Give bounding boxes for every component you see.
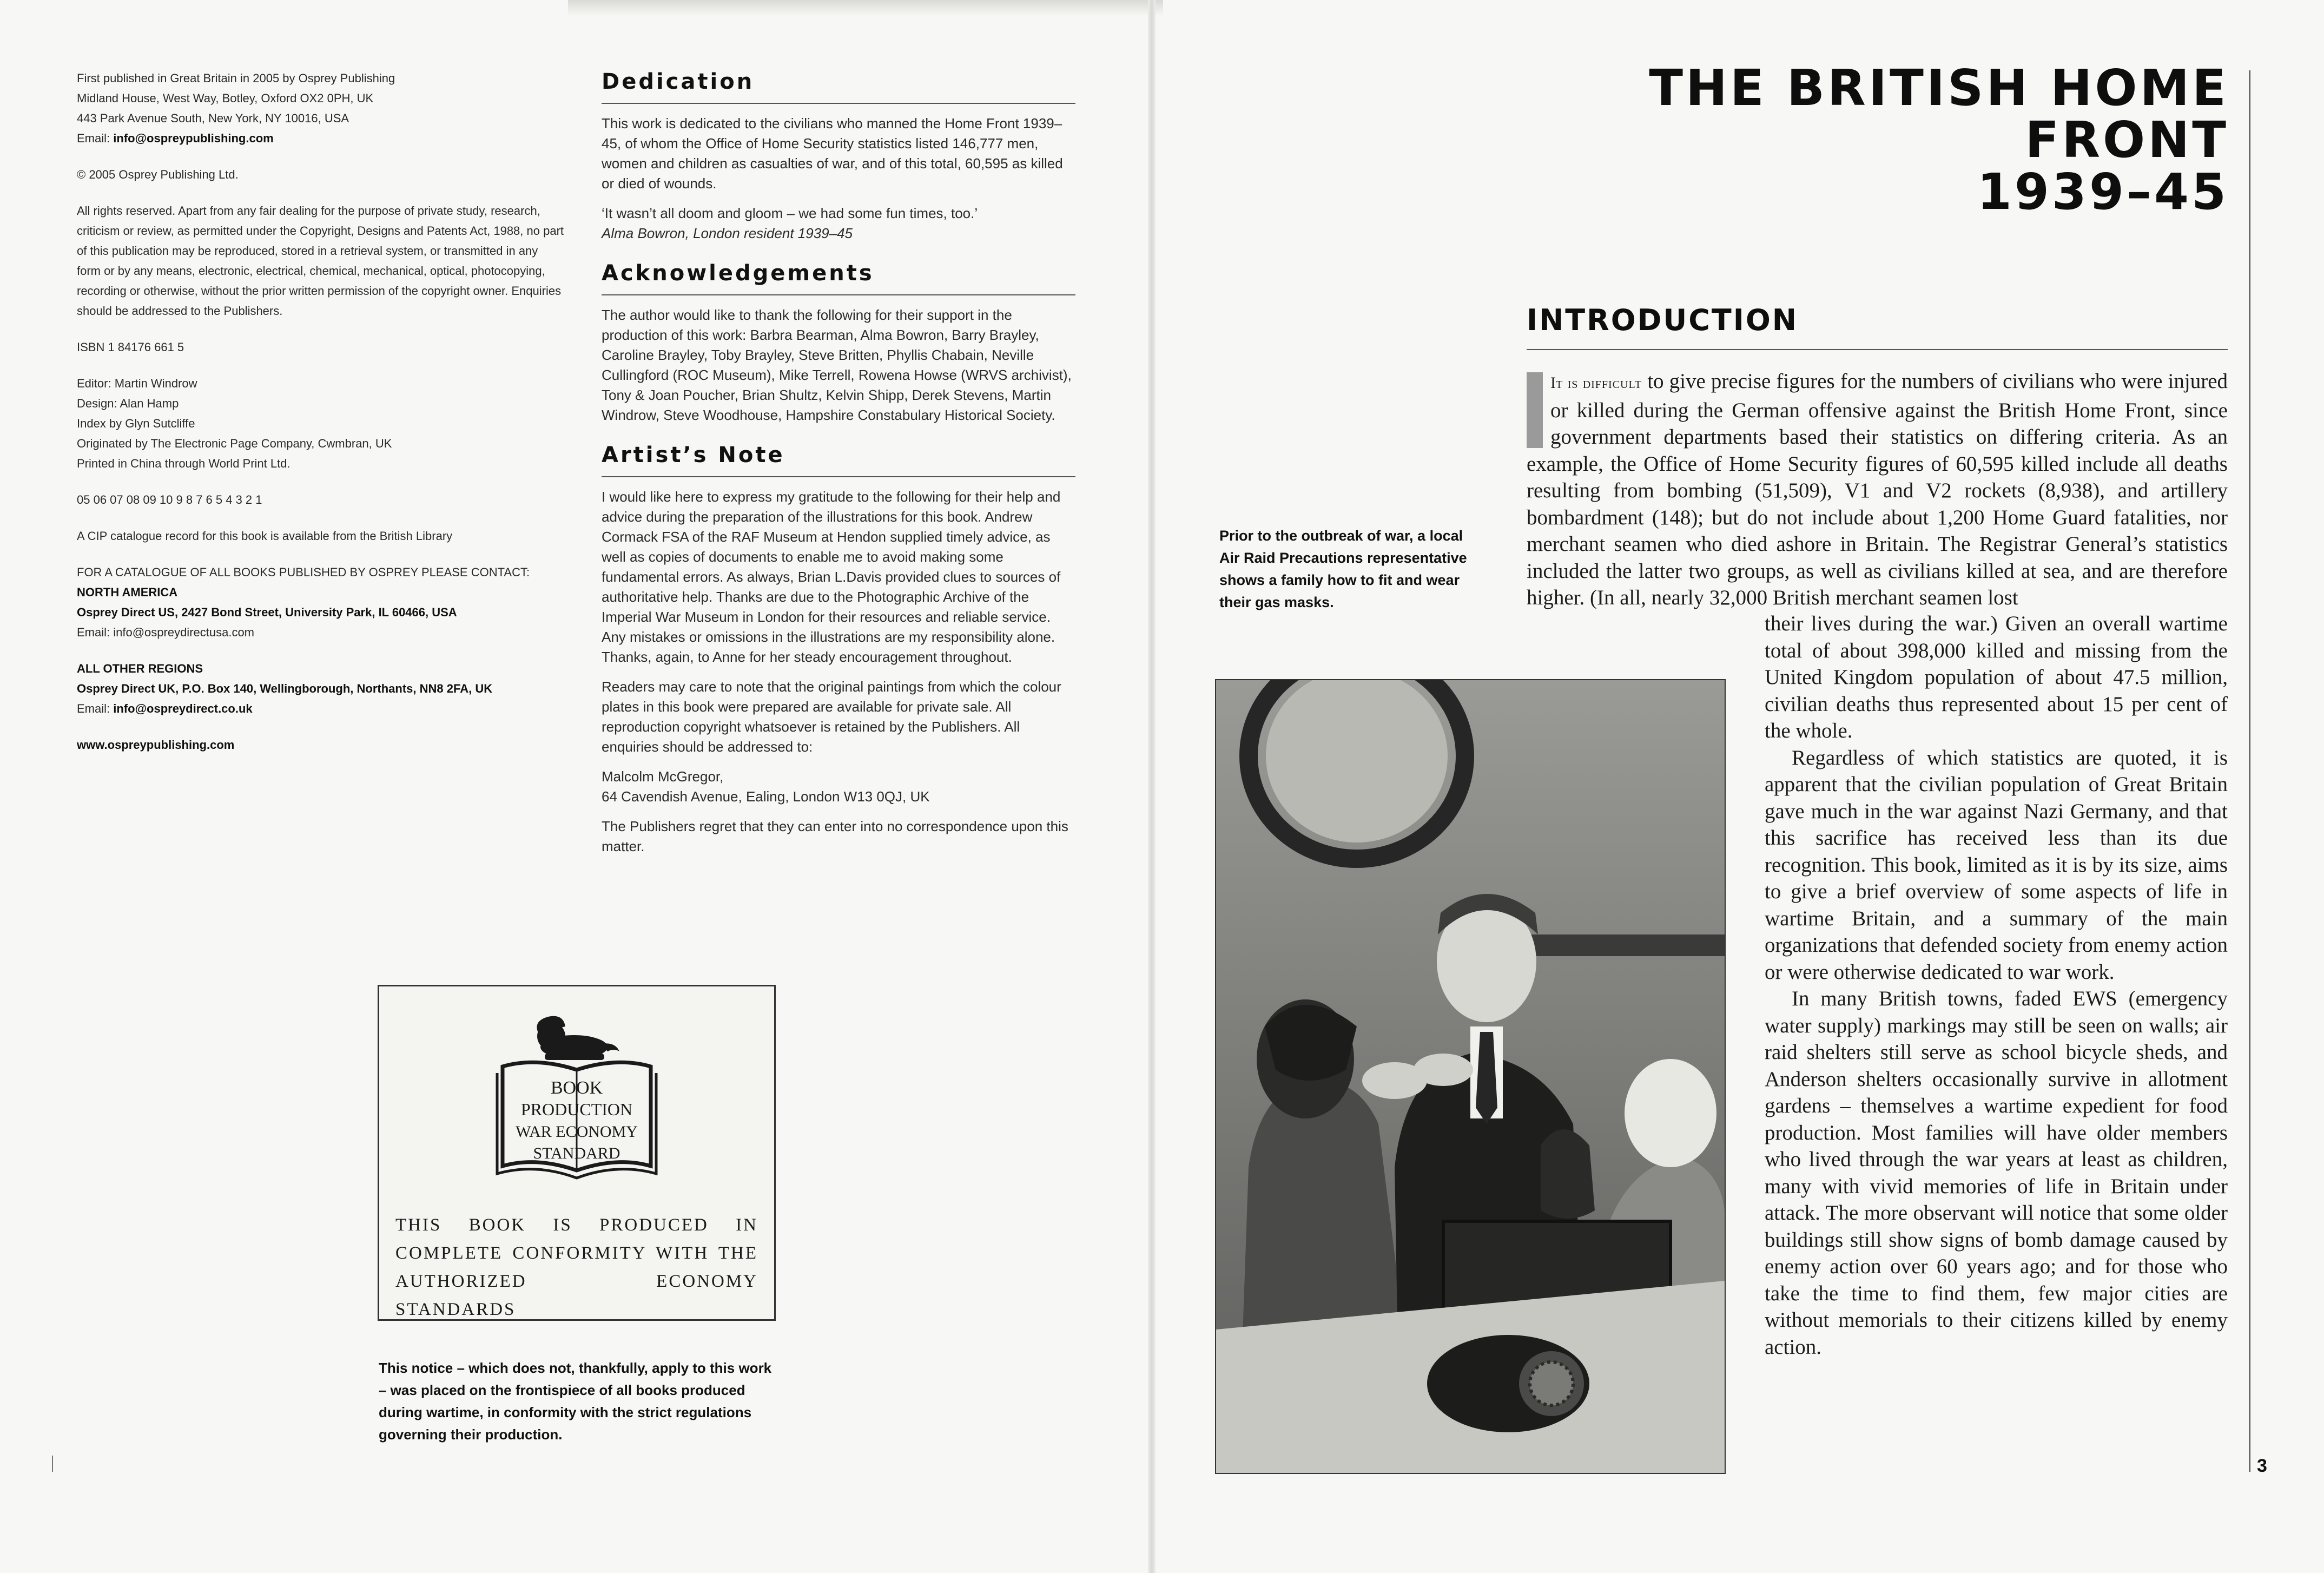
credit-index: Index by Glyn Sutcliffe <box>77 417 195 430</box>
intro-para1-text: to give precise figures for the numbers of civilians who were injured or killed during the German offensive against the British Home Front, since government departments based their statistics on differing criteria. As an example, the Office of Home Security figures of 60,595 killed include all deaths resulting from bombing (51,509), V1 and V2 rockets (8,938), and artillery bombardment (148); but do not include about 1,200 Home Guard fatalities, nor merchant seamen who died ashore in Britain. The Registrar General’s statistics included the latter two groups, as well as civilians killed at sea, and are therefore higher. (In all, nearly 32,000 British merchant seamen lost <box>1527 370 2228 609</box>
publisher-email-line <box>77 128 564 148</box>
north-america-heading: NORTH AMERICA <box>77 585 178 599</box>
catalogue-contact-block <box>77 562 564 642</box>
book-gutter <box>1148 0 1156 1573</box>
publishers-regret: The Publishers regret that they can enter into no correspondence upon this matter. <box>602 818 1068 854</box>
isbn-line: ISBN 1 84176 661 5 <box>77 340 184 354</box>
dedication-heading: Dedication <box>602 69 1075 104</box>
notice-text: THIS BOOK IS PRODUCED IN COMPLETE CONFORMITY WITH THE AUTHORIZED ECONOMY STANDARDS <box>395 1215 758 1319</box>
artists-note-section <box>602 443 1075 857</box>
readers-note: Readers may care to note that the original paintings from which the colour plates in this book were prepared are available for private sale. All reproduction copyright whatsoever is retained by the Publishers. All enquiries should be addressed to: <box>602 679 1061 755</box>
publisher-line-3: 443 Park Avenue South, New York, NY 10016, USA <box>77 111 349 125</box>
introduction-continued <box>1765 610 2228 1360</box>
email-label: Email: <box>77 131 114 145</box>
emblem-line-book: BOOK <box>550 1078 603 1098</box>
lion-icon <box>537 1016 619 1060</box>
publisher-line-1: First published in Great Britain in 2005 by Osprey Publishing <box>77 71 395 85</box>
drop-initial-bar <box>1527 372 1543 448</box>
right-margin-rule <box>2249 70 2250 1472</box>
other-regions-email-link[interactable]: info@ospreydirect.co.uk <box>113 702 253 715</box>
photo-caption: Prior to the outbreak of war, a local Air Raid Precautions representative shows a family how to fit and wear their gas masks. <box>1219 528 1467 610</box>
artist-address-street: 64 Cavendish Avenue, Ealing, London W13 0QJ, UK <box>602 788 930 805</box>
introduction-opening-paragraph <box>1527 368 2228 611</box>
copyright-line: © 2005 Osprey Publishing Ltd. <box>77 168 239 181</box>
quote-text: ‘It wasn’t all doom and gloom – we had some fun times, too.’ <box>602 205 978 221</box>
open-book-lion-emblem <box>493 1013 661 1192</box>
north-america-address: Osprey Direct US, 2427 Bond Street, University Park, IL 60466, USA <box>77 605 457 619</box>
spread-top-shadow <box>568 0 1163 16</box>
catalogue-heading: FOR A CATALOGUE OF ALL BOOKS PUBLISHED BY OSPREY PLEASE CONTACT: <box>77 565 530 579</box>
war-economy-notice-box <box>378 985 776 1321</box>
drop-initial: I <box>1550 374 1556 392</box>
artist-address <box>602 767 1075 807</box>
artists-note-text: I would like here to express my gratitude to the following for their help and advice during the preparation of the illustrations for this book. Andrew Cormack FSA of the RAF Museum at Hendon supplied timely advice, as well as copies of documents to enable me to avoid making some fundamental errors. As always, Brian L.Davis provided clues to sources of authoritative help. Thanks are due to the Photographic Archive of the Imperial War Museum in London for their resources and reliable service. Any mistakes or omissions in the illustrations are my responsibility alone. Thanks, again, to Anne for her steady encouragement throughout. <box>602 489 1061 665</box>
credit-design: Design: Alan Hamp <box>77 397 179 410</box>
acknowledgements-text: The author would like to thank the following for their support in the production of this work: Barbra Bearman, Alma Bowron, Barry Brayley, Caroline Brayley, Toby Brayley, Steve Britten, Phyllis Chabain, Neville Cullingford (ROC Museum), Mike Terrell, Rowena Howse (WRVS archivist), Tony & Joan Poucher, Brian Shultz, Kelvin Shipp, Derek Stevens, Martin Windrow, Steve Woodhouse, Hampshire Constabulary Historical Society. <box>602 307 1072 423</box>
other-email-label: Email: <box>77 702 114 715</box>
book-title-line-1: THE BRITISH HOME FRONT <box>1649 59 2229 169</box>
emblem-line-production: PRODUCTION <box>520 1100 633 1119</box>
credits-block <box>77 373 564 473</box>
other-regions-heading: ALL OTHER REGIONS <box>77 662 203 675</box>
rights-statement: All rights reserved. Apart from any fair dealing for the purpose of private study, research, criticism or review, as permitted under the Copyright, Designs and Patents Act, 1988, no part of this publication may be reproduced, stored in a retrieval system, or transmitted in any form or by any means, electronic, electrical, chemical, mechanical, optical, photocopying, recording or otherwise, without the prior written permission of the copyright owner. Enquiries should be addressed to the Publishers. <box>77 204 564 318</box>
quote-attribution: Alma Bowron, London resident 1939–45 <box>602 225 853 241</box>
intro-para1-continued: their lives during the war.) Given an overall wartime total of about 398,000 killed and missing from the United Kingdom population of about 47.5 million, civilian deaths thus represented about 15 per cent of the whole. <box>1765 612 2228 742</box>
other-regions-address: Osprey Direct UK, P.O. Box 140, Wellingborough, Northants, NN8 2FA, UK <box>77 682 493 695</box>
lead-small-caps: t is difficult <box>1556 375 1642 392</box>
intro-para3: In many British towns, faded EWS (emergency water supply) markings may still be seen on walls; air raid shelters still serve as school bicycle sheds, and Anderson shelters occasionally survive in allotment gardens – themselves a wartime expedient for food production. Most families will have older members who lived through the war years at least as children, many with vivid memories of life in Britain under attack. The more observant will notice that some older buildings still show signs of bomb damage caused by enemy action over 60 years ago; and for those who take the time to find them, few major cities are without memorials to their citizens killed by enemy action. <box>1765 987 2228 1359</box>
acknowledgements-heading: Acknowledgements <box>602 261 1075 295</box>
introduction-heading: INTRODUCTION <box>1527 303 2228 350</box>
page-number: 3 <box>2257 1456 2267 1476</box>
book-title <box>1428 59 2229 221</box>
imprint-column <box>77 68 564 771</box>
publisher-email-link[interactable]: info@ospreypublishing.com <box>113 131 274 145</box>
artists-note-heading: Artist’s Note <box>602 443 1075 477</box>
credit-originated: Originated by The Electronic Page Company, Cwmbran, UK <box>77 437 392 450</box>
website-block <box>77 735 564 755</box>
other-regions-block <box>77 659 564 719</box>
credit-printed: Printed in China through World Print Ltd. <box>77 457 290 470</box>
book-title-line-2: 1939–45 <box>1977 163 2229 221</box>
dedication-text: This work is dedicated to the civilians who manned the Home Front 1939–45, of whom the Office of Home Security statistics listed 146,777 men, women and children as casualties of war, and of this total, 60,595 as killed or died of wounds. <box>602 115 1063 192</box>
credit-editor: Editor: Martin Windrow <box>77 377 197 390</box>
emblem-line-war-economy: WAR ECONOMY <box>516 1123 638 1141</box>
north-america-email[interactable]: Email: info@ospreydirectusa.com <box>77 626 255 639</box>
other-regions-email-line <box>77 699 564 719</box>
left-page-edge-mark <box>52 1456 53 1472</box>
acknowledgements-section <box>602 261 1075 425</box>
publisher-line-2: Midland House, West Way, Botley, Oxford OX2 0PH, UK <box>77 91 374 105</box>
publisher-block <box>77 68 564 148</box>
website-link[interactable]: www.ospreypublishing.com <box>77 738 235 752</box>
artist-address-name: Malcolm McGregor, <box>602 768 724 785</box>
dedication-section <box>602 69 1075 243</box>
dedication-quote <box>602 203 1075 243</box>
print-number-line: 05 06 07 08 09 10 9 8 7 6 5 4 3 2 1 <box>77 493 262 506</box>
emblem-line-standard: STANDARD <box>533 1144 620 1162</box>
cip-line: A CIP catalogue record for this book is available from the British Library <box>77 529 453 543</box>
gas-mask-family-photo <box>1215 679 1726 1474</box>
notice-caption: This notice – which does not, thankfully, apply to this work – was placed on the frontispiece of all books produced during wartime, in conformity with the strict regulations governing their production. <box>379 1360 772 1443</box>
front-matter-column <box>602 69 1075 874</box>
intro-para2: Regardless of which statistics are quoted, it is apparent that the civilian population of Great Britain gave much in the war against Nazi Germany, and that this sacrifice has received less than its due recognition. This book, limited as it is by its size, aims to give a brief overview of some aspects of life in wartime Britain, and a summary of the main organizations that defended society from enemy action or were otherwise dedicated to war work. <box>1765 746 2228 984</box>
